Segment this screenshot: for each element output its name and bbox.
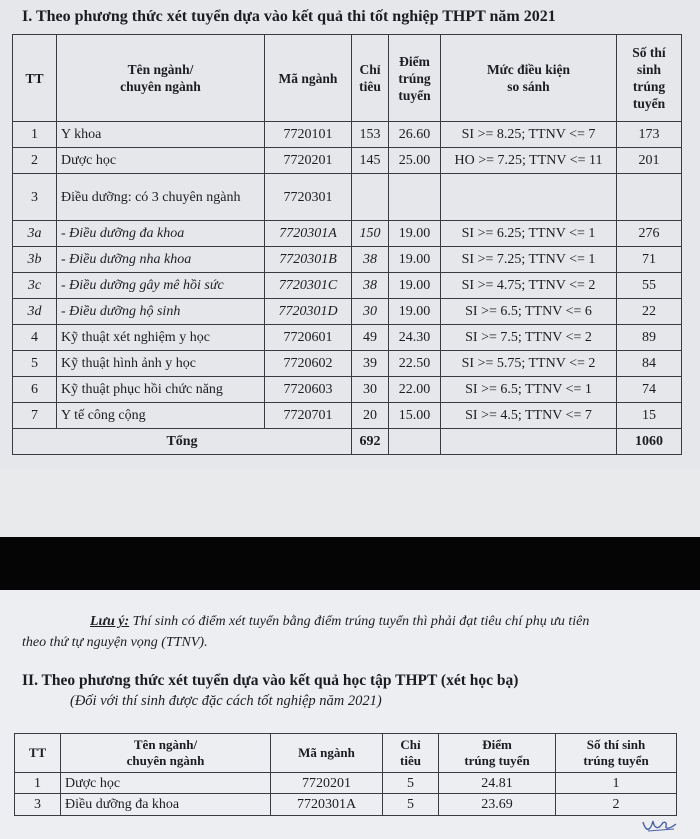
cell-name: Kỹ thuật xét nghiệm y học (57, 325, 265, 351)
cell-condition: HO >= 7.25; TTNV <= 11 (441, 148, 617, 174)
header-score: Điểm trúng tuyển (389, 35, 441, 122)
cell-tt: 3 (13, 174, 57, 221)
cell-tt: 1 (15, 773, 61, 794)
cell-score: 24.81 (439, 773, 556, 794)
cell-code: 7720201 (265, 148, 352, 174)
total-label: Tổng (13, 429, 352, 455)
cell-score: 15.00 (389, 403, 441, 429)
cell-code: 7720603 (265, 377, 352, 403)
transcript-admission-table (14, 733, 677, 816)
cell-score: 25.00 (389, 148, 441, 174)
cell-quota: 49 (352, 325, 389, 351)
header-code: Mã ngành (271, 734, 383, 773)
cell-condition: SI >= 7.25; TTNV <= 1 (441, 247, 617, 273)
cell-code: 7720301 (265, 174, 352, 221)
admission-results-table (12, 34, 682, 455)
cell-name: - Điều dưỡng đa khoa (57, 221, 265, 247)
table-row (15, 794, 677, 816)
cell-tt: 2 (13, 148, 57, 174)
table-row (13, 351, 682, 377)
cell-quota: 153 (352, 122, 389, 148)
table-row (13, 377, 682, 403)
cell-quota: 39 (352, 351, 389, 377)
cell-score: 22.50 (389, 351, 441, 377)
cell-score: 19.00 (389, 221, 441, 247)
cell-tt: 6 (13, 377, 57, 403)
cell-empty (441, 429, 617, 455)
cell-tt: 4 (13, 325, 57, 351)
cell-code: 7720701 (265, 403, 352, 429)
cell-condition: SI >= 6.25; TTNV <= 1 (441, 221, 617, 247)
cell-condition: SI >= 4.75; TTNV <= 2 (441, 273, 617, 299)
cell-name: Y khoa (57, 122, 265, 148)
cell-tt: 5 (13, 351, 57, 377)
cell-quota (352, 174, 389, 221)
cell-quota: 30 (352, 377, 389, 403)
cell-code: 7720201 (271, 773, 383, 794)
cell-code: 7720601 (265, 325, 352, 351)
total-row (13, 429, 682, 455)
header-name: Tên ngành/ chuyên ngành (61, 734, 271, 773)
cell-tt: 7 (13, 403, 57, 429)
cell-code: 7720301B (265, 247, 352, 273)
header-count: Số thí sinh trúng tuyển (556, 734, 677, 773)
cell-code: 7720301A (265, 221, 352, 247)
cell-count: 89 (617, 325, 682, 351)
cell-quota: 30 (352, 299, 389, 325)
cell-quota: 5 (383, 773, 439, 794)
table-header-row (13, 35, 682, 122)
header-quota: Chỉ tiêu (383, 734, 439, 773)
signature-mark (640, 812, 680, 836)
table-row (13, 403, 682, 429)
header-tt: TT (13, 35, 57, 122)
header-tt: TT (15, 734, 61, 773)
cell-name: Y tế công cộng (57, 403, 265, 429)
cell-code: 7720301C (265, 273, 352, 299)
cell-score: 22.00 (389, 377, 441, 403)
header-condition: Mức điều kiện so sánh (441, 35, 617, 122)
cell-score: 23.69 (439, 794, 556, 816)
cell-tt: 3a (13, 221, 57, 247)
section-2-subheading: (Đối với thí sinh được đặc cách tốt nghiệp năm 2021) (70, 693, 382, 709)
cell-code: 7720101 (265, 122, 352, 148)
cell-count: 276 (617, 221, 682, 247)
table-row (13, 247, 682, 273)
cell-condition: SI >= 8.25; TTNV <= 7 (441, 122, 617, 148)
cell-tt: 3d (13, 299, 57, 325)
cell-code: 7720301D (265, 299, 352, 325)
cell-tt: 1 (13, 122, 57, 148)
cell-name: Kỹ thuật hình ảnh y học (57, 351, 265, 377)
cell-empty (389, 429, 441, 455)
cell-count: 2 (556, 794, 677, 816)
note-label: Lưu ý: (90, 614, 130, 629)
table-row (13, 122, 682, 148)
note-line-2: theo thứ tự nguyện vọng (TTNV). (22, 635, 208, 650)
table-row (13, 273, 682, 299)
cell-quota: 20 (352, 403, 389, 429)
cell-condition: SI >= 6.5; TTNV <= 1 (441, 377, 617, 403)
table-row (13, 174, 682, 221)
cell-tt: 3 (15, 794, 61, 816)
cell-condition (441, 174, 617, 221)
cell-count: 74 (617, 377, 682, 403)
total-quota: 692 (352, 429, 389, 455)
table-row (13, 221, 682, 247)
cell-count (617, 174, 682, 221)
cell-quota: 38 (352, 273, 389, 299)
cell-quota: 145 (352, 148, 389, 174)
cell-count: 71 (617, 247, 682, 273)
section-1-heading: I. Theo phương thức xét tuyển dựa vào kết quả thi tốt nghiệp THPT năm 2021 (22, 8, 556, 25)
cell-quota: 38 (352, 247, 389, 273)
header-score: Điểm trúng tuyển (439, 734, 556, 773)
cell-name: Dược học (57, 148, 265, 174)
cell-condition: SI >= 6.5; TTNV <= 6 (441, 299, 617, 325)
header-name: Tên ngành/ chuyên ngành (57, 35, 265, 122)
total-count: 1060 (617, 429, 682, 455)
cell-count: 22 (617, 299, 682, 325)
cell-name: Điều dưỡng đa khoa (61, 794, 271, 816)
cell-name: - Điều dưỡng hộ sinh (57, 299, 265, 325)
cell-code: 7720602 (265, 351, 352, 377)
cell-condition: SI >= 7.5; TTNV <= 2 (441, 325, 617, 351)
cell-code: 7720301A (271, 794, 383, 816)
cell-count: 15 (617, 403, 682, 429)
cell-count: 1 (556, 773, 677, 794)
cell-condition: SI >= 4.5; TTNV <= 7 (441, 403, 617, 429)
header-count: Số thí sinh trúng tuyển (617, 35, 682, 122)
cell-score: 26.60 (389, 122, 441, 148)
cell-name: Điều dưỡng: có 3 chuyên ngành (57, 174, 265, 221)
table-row (13, 148, 682, 174)
cell-tt: 3b (13, 247, 57, 273)
table-row (15, 773, 677, 794)
table-row (13, 325, 682, 351)
black-divider-band (0, 537, 700, 590)
cell-count: 173 (617, 122, 682, 148)
note-line-1: Thí sinh có điểm xét tuyển bằng điểm trúng tuyển thì phải đạt tiêu chí phụ ưu tiên (132, 614, 590, 629)
cell-name: Dược học (61, 773, 271, 794)
cell-quota: 5 (383, 794, 439, 816)
header-quota: Chỉ tiêu (352, 35, 389, 122)
cell-name: - Điều dưỡng gây mê hồi sức (57, 273, 265, 299)
cell-name: Kỹ thuật phục hồi chức năng (57, 377, 265, 403)
cell-condition: SI >= 5.75; TTNV <= 2 (441, 351, 617, 377)
cell-score (389, 174, 441, 221)
cell-score: 19.00 (389, 299, 441, 325)
cell-score: 19.00 (389, 247, 441, 273)
header-code: Mã ngành (265, 35, 352, 122)
cell-count: 84 (617, 351, 682, 377)
note-paragraph (22, 611, 662, 653)
cell-count: 201 (617, 148, 682, 174)
table-header-row (15, 734, 677, 773)
cell-name: - Điều dưỡng nha khoa (57, 247, 265, 273)
section-2-heading: II. Theo phương thức xét tuyển dựa vào kết quả học tập THPT (xét học bạ) (22, 672, 519, 689)
cell-score: 24.30 (389, 325, 441, 351)
cell-count: 55 (617, 273, 682, 299)
cell-quota: 150 (352, 221, 389, 247)
cell-score: 19.00 (389, 273, 441, 299)
cell-tt: 3c (13, 273, 57, 299)
table-row (13, 299, 682, 325)
